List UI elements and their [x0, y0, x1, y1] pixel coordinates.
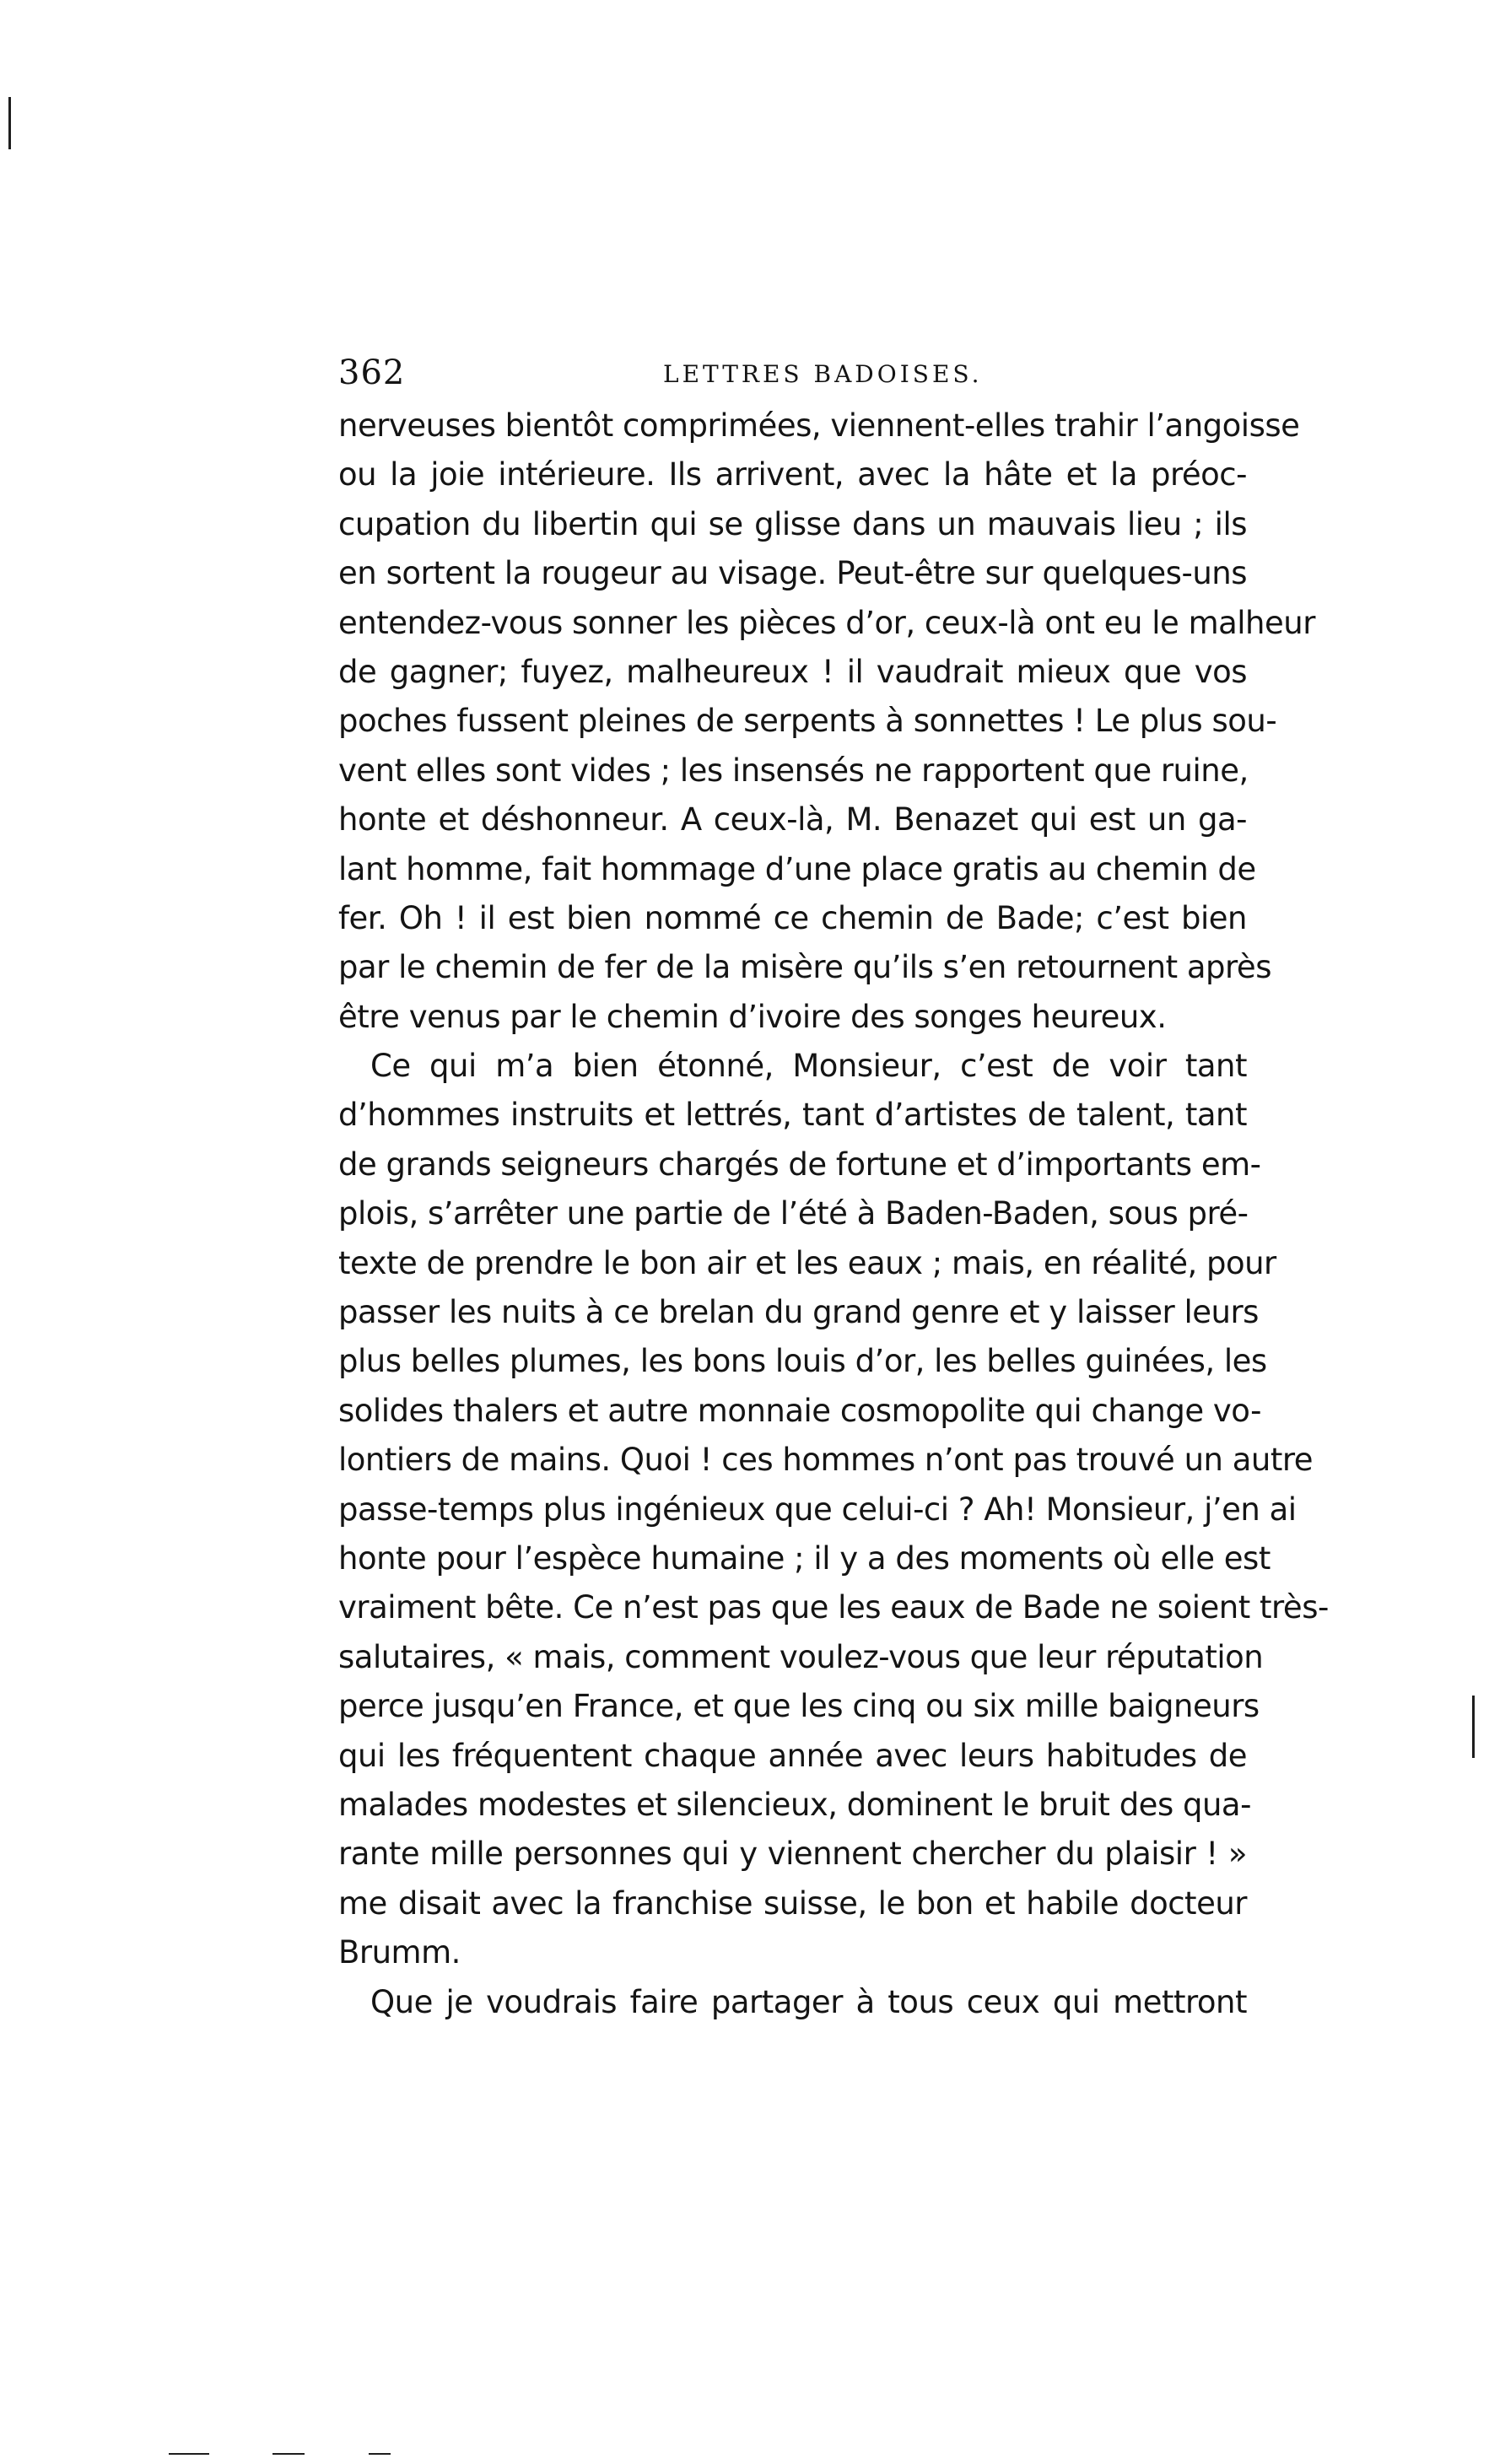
text-line: de gagner; fuyez, malheureux ! il vaudrait mieux que vos	[338, 653, 1247, 690]
text-line: honte pour l’espèce humaine ; il y a des moments où elle est	[338, 1539, 1271, 1577]
text-line: plois, s’arrêter une partie de l’été à Baden-Baden, sous pré-	[338, 1195, 1249, 1232]
text-line: entendez-vous sonner les pièces d’or, ceux-là ont eu le malheur	[338, 604, 1315, 641]
text-line: vraiment bête. Ce n’est pas que les eaux de Bade ne soient très-	[338, 1589, 1329, 1626]
page-number: 362	[338, 353, 406, 392]
text-line: honte et déshonneur. A ceux-là, M. Benazet qui est un ga-	[338, 801, 1247, 838]
text-line: malades modestes et silencieux, dominent le bruit des qua-	[338, 1786, 1251, 1823]
text-line: texte de prendre le bon air et les eaux ; mais, en réalité, pour	[338, 1244, 1276, 1281]
paragraph-start-line: Ce qui m’a bien étonné, Monsieur, c’est de voir tant	[370, 1048, 1247, 1085]
running-title: LETTRES BADOISES.	[663, 360, 983, 388]
text-line: solides thalers et autre monnaie cosmopolite qui change vo-	[338, 1392, 1261, 1429]
text-line: lontiers de mains. Quoi ! ces hommes n’ont pas trouvé un autre	[338, 1442, 1314, 1479]
margin-scan-mark	[1472, 1696, 1475, 1758]
bottom-scan-mark	[272, 2453, 305, 2455]
text-line: perce jusqu’en France, et que les cinq ou six mille baigneurs	[338, 1688, 1260, 1725]
text-line: lant homme, fait hommage d’une place gratis au chemin de	[338, 850, 1256, 887]
bottom-scan-mark	[169, 2453, 209, 2455]
bottom-scan-mark	[369, 2453, 391, 2455]
text-line: ou la joie intérieure. Ils arrivent, avec la hâte et la préoc-	[338, 456, 1247, 493]
text-line: nerveuses bientôt comprimées, viennent-elles trahir l’angoisse	[338, 407, 1300, 444]
paragraph-end-line: être venus par le chemin d’ivoire des songes heureux.	[338, 998, 1167, 1035]
text-line: passer les nuits à ce brelan du grand genre et y laisser leurs	[338, 1294, 1259, 1331]
binding-edge-mark	[8, 97, 11, 149]
text-line: cupation du libertin qui se glisse dans un mauvais lieu ; ils	[338, 505, 1247, 542]
text-line: par le chemin de fer de la misère qu’ils s’en retournent après	[338, 949, 1271, 986]
paragraph-end-line: Brumm.	[338, 1934, 461, 1971]
text-line: qui les fréquentent chaque année avec leurs habitudes de	[338, 1737, 1247, 1774]
text-line: rante mille personnes qui y viennent chercher du plaisir ! »	[338, 1836, 1247, 1873]
text-line: fer. Oh ! il est bien nommé ce chemin de Bade; c’est bien	[338, 899, 1247, 936]
running-head	[338, 348, 1247, 398]
text-line: poches fussent pleines de serpents à sonnettes ! Le plus sou-	[338, 703, 1277, 740]
text-line: en sortent la rougeur au visage. Peut-être sur quelques-uns	[338, 555, 1247, 592]
text-line: salutaires, « mais, comment voulez-vous que leur réputation	[338, 1638, 1264, 1675]
paragraph-start-line: Que je voudrais faire partager à tous ceux qui mettront	[370, 1983, 1247, 2020]
text-line: me disait avec la franchise suisse, le bon et habile docteur	[338, 1884, 1247, 1922]
text-line: plus belles plumes, les bons louis d’or, les belles guinées, les	[338, 1343, 1267, 1380]
text-line: passe-temps plus ingénieux que celui-ci ? Ah! Monsieur, j’en ai	[338, 1491, 1297, 1528]
text-line: vent elles sont vides ; les insensés ne rapportent que ruine,	[338, 752, 1249, 789]
body-text	[338, 402, 1329, 2027]
text-line: d’hommes instruits et lettrés, tant d’artistes de talent, tant	[338, 1097, 1247, 1134]
text-line: de grands seigneurs chargés de fortune et d’importants em-	[338, 1146, 1261, 1183]
